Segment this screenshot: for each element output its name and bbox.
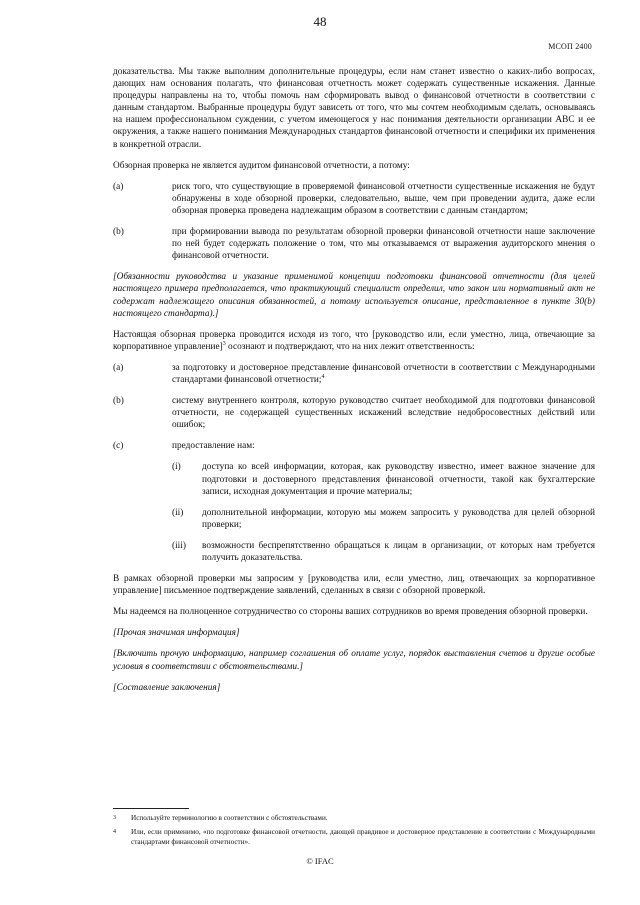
list-text: при формировании вывода по результатам обзорной проверки финансовой отчетности наше заключение по ней будет содержать положение о том, что мы отказываемся от выражения аудиторского мнения о финансовой отчетности. (172, 227, 595, 262)
footnote-text: Или, если применимо, «по подготовке финансовой отчетности, дающей правдивое и достоверное представление в соответствии с Международными стандартами финансовой отчетности». (131, 827, 595, 846)
list-text: возможности беспрепятственно обращаться к лицам в организации, от которых нам требуется получить доказательства. (202, 540, 595, 563)
list-text: систему внутреннего контроля, которую руководство считает необходимой для подготовки финансовой отчетности, не содержащей существенных искажений вследствие недобросовестных действий или ошибок; (172, 396, 595, 431)
footnote-text: Используйте терминологию в соответствии с обстоятельствами. (131, 814, 328, 822)
paragraph-review-not-audit: Обзорная проверка не является аудитом финансовой отчетности, а потому: (113, 160, 410, 171)
paragraph-written-representations: В рамках обзорной проверки мы запросим у [руководства или, если уместно, лиц, отвечающих за корпоративное управление] письменное подтверждение заявлений, сделанных в связи с обзорной проверкой. (113, 574, 595, 597)
footnote-3 (113, 813, 595, 824)
footnote-number: 3 (113, 815, 116, 821)
list-label: (a) (113, 181, 124, 192)
sublist-item-iii (172, 540, 595, 564)
footnote-divider (113, 808, 189, 809)
paragraph-management-responsibilities-note: [Обязанности руководства и указание применимой концепции подготовки финансовой отчетности (для целей настоящего примера предполагается, что практикующий специалист определил, что закон или нормативный акт не содержат надлежащего описания обязанностей, а потому используется описание, представленное в пункте 30(b) настоящего стандарта).] (113, 272, 595, 319)
page-footer-copyright: © IFAC (306, 856, 334, 866)
list-text: за подготовку и достоверное представление финансовой отчетности в соответствии с Международными стандартами финансовой отчетности; (172, 362, 595, 385)
paragraph-procedures: доказательства. Мы также выполним дополнительные процедуры, если нам станет известно о каких-либо вопросах, дающих нам основания полагать, что финансовая отчетность может содержать существенные искажения. Данные процедуры направлены на то, чтобы помочь нам сформировать вывод о финансовой отчетности в соответствии с данным стандартом. Выбранные процедуры будут зависеть от того, что мы сочтем необходимым сделать, основываясь на нашем профессиональном суждении, с учетом имеющегося у нас понимания деятельности организации ABC и ее окружения, а также нашего понимания Международных стандартов финансовой отчетности и специфики их применения в конкретной отрасли. (113, 67, 595, 150)
footnote-number: 4 (113, 828, 116, 835)
footnotes (113, 808, 595, 851)
list-label: (i) (172, 462, 181, 473)
footnote-ref-3: 3 (222, 340, 226, 347)
list-label: (c) (113, 441, 124, 452)
responsibility-item-a (113, 362, 595, 386)
paragraph-cooperation: Мы надеемся на полноценное сотрудничество со стороны ваших сотрудников во время проведения обзорной проверки. (113, 607, 588, 618)
sublist-item-i (172, 461, 595, 497)
paragraph-report-heading: [Составление заключения] (113, 682, 221, 693)
page-number: 48 (313, 14, 327, 29)
paragraph-other-info-note: [Включить прочую информацию, например соглашения об оплате услуг, порядок выставления счетов и другие особые условия в соответствии с обстоятельствами.] (113, 649, 595, 672)
list-text: дополнительной информации, которую мы можем запросить у руководства для целей обзорной проверки; (202, 507, 595, 530)
responsibility-item-c (113, 440, 595, 452)
list-label: (a) (113, 362, 124, 373)
footnote-4 (113, 827, 595, 848)
list-label: (iii) (172, 540, 186, 551)
footnote-ref-4: 4 (321, 373, 325, 380)
list-item-b (113, 226, 595, 262)
list-text: риск того, что существующие в проверяемой финансовой отчетности существенные искажения не будут обнаружены в ходе обзорной проверки, следовательно, выше, чем при проведении аудита, даже если обзорная проверка проведена надлежащим образом в соответствии с данным стандартом; (172, 181, 595, 216)
list-text: доступа ко всей информации, которая, как руководству известно, имеет важное значение для подготовки и достоверного представления финансовой отчетности, такой как бухгалтерские записи, исходная документация и прочие материалы; (202, 462, 595, 497)
paragraph-review-basis: Настоящая обзорная проверка проводится исходя из того, что [руководство или, если уместно, лица, отвечающие за корпоративное управление]$^3$ осознают и подтверждают, что на них лежит ответственность: (113, 329, 595, 352)
page-body (113, 66, 595, 703)
responsibility-item-b (113, 395, 595, 431)
paragraph-other-info-heading: [Прочая значимая информация] (113, 628, 240, 639)
document-code: МСОП 2400 (548, 42, 592, 51)
list-label: (b) (113, 396, 124, 407)
list-label: (ii) (172, 507, 184, 518)
list-text: предоставление нам: (172, 441, 255, 452)
list-label: (b) (113, 227, 124, 238)
sublist-item-ii (172, 507, 595, 531)
list-item-a (113, 181, 595, 217)
sublist (172, 461, 595, 564)
